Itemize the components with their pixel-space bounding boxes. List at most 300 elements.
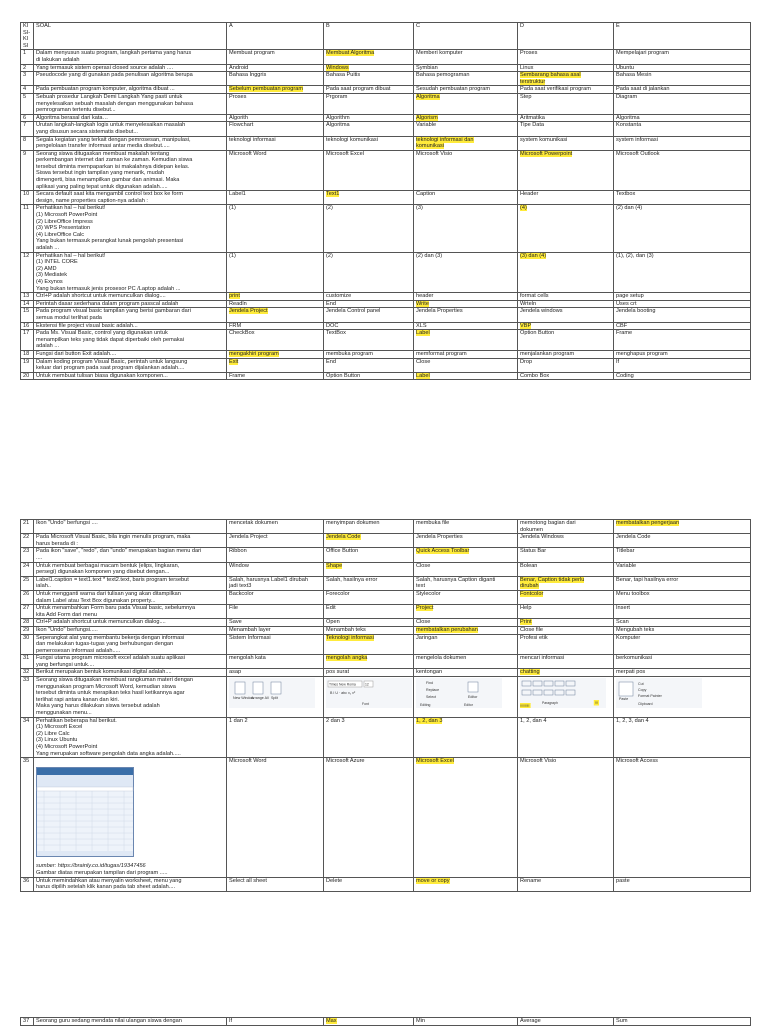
option-e [614, 330, 751, 351]
option-b [324, 205, 414, 252]
option-text: Select all sheet [229, 877, 267, 884]
option-d [518, 562, 614, 576]
question-row [21, 758, 751, 877]
question-text: Ctrl+P adalah shortcut untuk memunculkan dialog.... [34, 619, 227, 627]
question-number: 14 [21, 300, 34, 308]
question-text: Seorang siswa ditugaskan membuat makalah tentang perkembangan internet dari zaman ke zaman. Kemudian siswa tersebut diminta mempaparkan isi makalahnya didepan kelas. Siswa tersebut ingin tampilan yang menarik, mudah dimengerti, bisa menampilkan gambar dan animasi. Maka aplikasi yang paling tepat untuk digunakan adalah..... [34, 150, 227, 191]
answer-key-highlight: Sembarang bahasa asal terstruktur [520, 72, 581, 85]
option-b [324, 758, 414, 877]
option-text: paste [616, 877, 630, 884]
option-text: Microsoft Azure [326, 758, 365, 765]
option-d [518, 114, 614, 122]
option-c [414, 520, 518, 534]
option-text: XLS [416, 322, 427, 329]
option-text: FRM [229, 322, 242, 329]
ribbon-screenshot-option-d [520, 678, 606, 708]
option-text: Help [520, 605, 532, 612]
question-number: 23 [21, 548, 34, 562]
option-c [414, 205, 518, 252]
option-a [227, 64, 324, 72]
option-b [324, 669, 414, 677]
option-text: teknologi informasi [229, 136, 276, 143]
question-text: Segala kegiatan yang terkait dengan pemrosesan, manipulasi, pengelolaan transfer informasi antar media disebut..... [34, 136, 227, 150]
question-text: Dalam koding program Visual Basic, perintah untuk langsung keluar dari program pada saat program dijalankan adalah.... [34, 358, 227, 372]
option-c [414, 669, 518, 677]
header-soal: SOAL [34, 23, 227, 50]
question-row [21, 64, 751, 72]
question-text: Seorang siswa ditugaskan membuat rangkuman materi dengan menggunakan program Microsoft Word, kemudian siswa tersebut diminta untuk merapikan teks hasil ketikannya agar terlihat rapi antara kanan dan kiri. Maka yang harus dilakukan siswa tersebut adalah menggunakan menu... [34, 677, 227, 718]
question-row [21, 136, 751, 150]
option-c [414, 758, 518, 877]
option-a [227, 122, 324, 136]
question-text: Sebuah prosedur Langkah Demi Langkah Yang pasti untuk menyelesaikan sebuah masalah dengan menggunakan bahasa pemrograman tertentu disebut... [34, 93, 227, 114]
option-text: Ribbon [229, 548, 247, 555]
option-text: membuka program [326, 350, 373, 357]
option-c [414, 634, 518, 655]
option-a [227, 308, 324, 322]
answer-key-highlight: Microsoft Powerpoint [520, 150, 573, 157]
option-b [324, 626, 414, 634]
option-text: membuka file [416, 520, 450, 526]
option-text: Step [520, 93, 532, 100]
option-text: Pada saat di jalankan [616, 86, 670, 93]
option-a [227, 72, 324, 86]
option-text: Memberi komputer [416, 50, 463, 57]
question-number: 1 [21, 50, 34, 64]
ribbon-shape [468, 682, 478, 692]
question-row [21, 372, 751, 380]
option-b [324, 136, 414, 150]
option-c [414, 877, 518, 891]
format-buttons: B I U · abc x₂ x² [330, 691, 356, 696]
question-text: Pada program visual basic tampilan yang berisi gambaran dari semua modul terlihat pada [34, 308, 227, 322]
option-b [324, 372, 414, 380]
find-label: Find [426, 681, 433, 686]
option-text: Membuat program [229, 50, 275, 57]
question-row [21, 590, 751, 604]
option-e [614, 205, 751, 252]
header-kisi: KISI- KISI [21, 23, 34, 50]
answer-key-highlight: Microsoft Excel [416, 758, 454, 765]
option-e [614, 358, 751, 372]
option-d [518, 877, 614, 891]
ribbon-shape [271, 682, 281, 694]
option-text: CBF [616, 322, 628, 329]
option-b [324, 634, 414, 655]
option-text: Jendela windows [520, 308, 563, 315]
question-row [21, 150, 751, 191]
answer-key-highlight: Quick Access Toolbar [416, 548, 470, 555]
option-e [614, 619, 751, 627]
question-row [21, 520, 751, 534]
option-e [614, 520, 751, 534]
option-text: Algoritma [326, 122, 350, 129]
option-d [518, 150, 614, 191]
question-row [21, 655, 751, 669]
option-d [518, 548, 614, 562]
option-text: Bahasa Mesin [616, 72, 652, 79]
question-row [21, 634, 751, 655]
answer-key-highlight: (3) dan (4) [520, 252, 547, 259]
question-text: Urutan langkah-langkah logis untuk menyelesaikan masalah yang disusun secara sistematis disebut... [34, 122, 227, 136]
answer-key-highlight: (4) [520, 205, 527, 212]
option-d [518, 136, 614, 150]
option-text: page setup [616, 293, 644, 300]
option-e [614, 93, 751, 114]
option-c [414, 330, 518, 351]
option-c [414, 358, 518, 372]
option-e [614, 677, 751, 718]
option-text: Algoritma [616, 114, 640, 121]
arrange-all-label: Arrange All [251, 696, 269, 701]
option-text: memotong bagian dari dokumen [520, 520, 576, 533]
option-text: Variable [416, 122, 437, 129]
option-text: Bolean [520, 562, 538, 569]
question-number: 34 [21, 717, 34, 758]
option-text: Option Button [326, 372, 361, 379]
question-text: Perintah dasar sederhana dalam program passcal adalah [34, 300, 227, 308]
option-text: Readln [229, 300, 247, 307]
option-c [414, 655, 518, 669]
new-window-label: New Window [233, 696, 254, 701]
ribbon-shape [619, 682, 633, 696]
option-e [614, 634, 751, 655]
option-text: asap [229, 669, 242, 676]
option-c [414, 350, 518, 358]
ribbon-shape [253, 682, 263, 694]
option-b [324, 293, 414, 301]
question-number: 13 [21, 293, 34, 301]
option-c [414, 150, 518, 191]
option-a [227, 358, 324, 372]
option-text: File [229, 605, 239, 612]
question-number: 24 [21, 562, 34, 576]
option-d [518, 322, 614, 330]
option-text: Menu toolbox [616, 590, 650, 597]
option-text: Wrteln [520, 300, 537, 307]
option-a [227, 252, 324, 293]
option-c [414, 114, 518, 122]
answer-key-highlight: Teknologi informasi [326, 634, 374, 641]
answer-key-highlight: VBP [520, 322, 532, 329]
option-text: Android [229, 64, 249, 71]
option-b [324, 150, 414, 191]
option-b [324, 308, 414, 322]
option-d [518, 655, 614, 669]
option-text: Textbox [616, 191, 636, 198]
option-text: CheckBox [229, 330, 255, 337]
question-text: Perhatikan hal – hal berikut! (1) INTEL CORE (2) AMD (3) Mediatek (4) Exynos Yang bukan termasuk jenis prosesor PC /Laptop adalah ... [34, 252, 227, 293]
option-text: Jaringan [416, 634, 438, 641]
question-row [21, 350, 751, 358]
option-c [414, 717, 518, 758]
option-a [227, 50, 324, 64]
question-text: Ctrl+P adalah shortcut untuk memunculkan dialog.... [34, 293, 227, 301]
answer-key-highlight: Write [416, 300, 429, 307]
option-a [227, 877, 324, 891]
option-text: teknologi komunikasi [326, 136, 378, 143]
option-text: Microsoft Word [229, 150, 267, 157]
option-b [324, 534, 414, 548]
question-number: 15 [21, 308, 34, 322]
option-c [414, 86, 518, 94]
option-b [324, 590, 414, 604]
option-c [414, 548, 518, 562]
replace-label: Replace [426, 688, 440, 693]
option-text: If [616, 358, 620, 365]
option-text: Menambah layer [229, 626, 271, 633]
header-option-b: B [324, 23, 414, 50]
question-number: 27 [21, 605, 34, 619]
question-row [21, 605, 751, 619]
question-row [21, 252, 751, 293]
question-row [21, 191, 751, 205]
question-text: Pseudocode yang di gunakan pada penulisan algoritma berupa [34, 72, 227, 86]
editing-group-label: Editing [420, 703, 431, 708]
option-e [614, 877, 751, 891]
option-text: Konstanta [616, 122, 642, 129]
cut-label: Cut [638, 682, 644, 687]
answer-key-highlight: membatalkan perubahan [416, 626, 478, 633]
option-c [414, 534, 518, 548]
option-e [614, 576, 751, 590]
option-text: Caption [416, 191, 436, 198]
option-text: Algorithm [326, 114, 350, 121]
option-e [614, 350, 751, 358]
option-a [227, 548, 324, 562]
option-d [518, 330, 614, 351]
option-text: (1), (2), dan (3) [616, 252, 654, 259]
paragraph-group-label: Paragraph [542, 701, 558, 706]
option-b [324, 717, 414, 758]
option-text: Profesi etik [520, 634, 548, 641]
option-a [227, 520, 324, 534]
option-text: Jendela Properties [416, 534, 463, 541]
option-text: (2) dan (4) [616, 205, 643, 212]
option-text: mencetak dokumen [229, 520, 278, 526]
question-text [34, 758, 227, 877]
question-text: Perhatikan hal – hal berikut! (1) Microsoft PowerPoint (2) LibreOffice Impress (3) WPS Presentation (4) LibreOffice Calc Yang bukan termasuk perangkat lunak pengolah presentasi adalah ... [34, 205, 227, 252]
option-e [614, 717, 751, 758]
option-text: merpati pos [616, 669, 646, 676]
option-a [227, 293, 324, 301]
option-a [227, 758, 324, 877]
option-e [614, 655, 751, 669]
question-number: 2 [21, 64, 34, 72]
question-number: 33 [21, 677, 34, 718]
option-a [227, 150, 324, 191]
option-a [227, 191, 324, 205]
option-text: Menambah teks [326, 626, 366, 633]
option-b [324, 50, 414, 64]
option-text: Backcolor [229, 590, 254, 597]
option-text: Microsoft Visio [520, 758, 557, 765]
option-text: Flowchart [229, 122, 254, 129]
answer-key-highlight: Max [326, 1018, 337, 1024]
option-a [227, 322, 324, 330]
answer-key-highlight: print [229, 293, 240, 300]
option-text: customize [326, 293, 352, 300]
option-a [227, 534, 324, 548]
option-text: Symbian [416, 64, 438, 71]
question-text: Untuk membuat berbagai macam bentuk (elips, lingkaran, persegi) digunakan komponen yang disebut dengan... [34, 562, 227, 576]
option-text: (2) dan (3) [416, 252, 443, 259]
option-text: If [229, 1018, 233, 1024]
option-b [324, 605, 414, 619]
option-c [414, 293, 518, 301]
option-b [324, 122, 414, 136]
option-text: Pada saat program dibuat [326, 86, 391, 93]
option-text: Sistem Informasi [229, 634, 271, 641]
option-text: mengolah kata [229, 655, 266, 662]
question-row [21, 308, 751, 322]
question-text: Untuk mengganti warna dari tulisan yang akan ditampilkan dalam Label atau Text Box digunakan property... [34, 590, 227, 604]
option-a [227, 655, 324, 669]
option-e [614, 605, 751, 619]
option-c [414, 191, 518, 205]
option-text: Close [416, 562, 431, 569]
option-text: Jendela Control panel [326, 308, 381, 315]
option-text: Close [416, 358, 431, 365]
option-text: Frame [229, 372, 246, 379]
option-text: Jendela Code [616, 534, 651, 541]
format-painter-label: Format Painter [638, 694, 662, 699]
question-number: 35 [21, 758, 34, 877]
image-source: sumber: https://brainly.co.id/tugas/19347456 [36, 863, 146, 870]
option-b [324, 877, 414, 891]
font-size-box: 12 [365, 682, 369, 687]
header-option-c: C [414, 23, 518, 50]
option-text: End [326, 358, 336, 365]
option-c [414, 322, 518, 330]
question-text: Seorang guru sedang mendata nilai ulangan siswa dengan [34, 1018, 227, 1026]
option-c [414, 122, 518, 136]
question-text: Untuk menambahkan Form baru pada Visual basic, sebelumnya kita Add Form dari menu [34, 605, 227, 619]
option-text: DOC [326, 322, 339, 329]
question-row [21, 72, 751, 86]
question-number: 19 [21, 358, 34, 372]
option-a [227, 114, 324, 122]
question-text: Untuk membuat tulisan biasa digunakan komponen... [34, 372, 227, 380]
option-text: mencari informasi [520, 655, 565, 662]
question-text: Pada ikon "save", "redo", dan "undo" merupakan bagian menu dari .... [34, 548, 227, 562]
editor-group-label: Editor [464, 703, 473, 708]
option-text: Diagram [616, 93, 638, 100]
option-text: Label1 [229, 191, 246, 198]
question-number: 17 [21, 330, 34, 351]
ribbon-screenshot-option-b [326, 678, 412, 708]
option-text: Benar, tapi hasilnya error [616, 576, 679, 583]
option-c [414, 136, 518, 150]
option-b [324, 548, 414, 562]
copy-label: Copy [638, 688, 647, 693]
option-e [614, 64, 751, 72]
answer-key-highlight: move or copy [416, 877, 450, 884]
question-number: 28 [21, 619, 34, 627]
question-number: 9 [21, 150, 34, 191]
option-d [518, 576, 614, 590]
option-e [614, 50, 751, 64]
answer-key-highlight: teknologi informasi dan komunikasi [416, 136, 474, 150]
option-text: 1 dan 2 [229, 717, 248, 724]
option-text: Sum [616, 1018, 628, 1024]
option-text: kentongan [416, 669, 443, 676]
answer-key-highlight: Algorism [416, 114, 438, 121]
option-c [414, 72, 518, 86]
answer-key-highlight: Label [416, 330, 430, 337]
highlight-marks: !!!!!!!!!! [520, 704, 530, 709]
question-row [21, 534, 751, 548]
answer-key-highlight: Shape [326, 562, 343, 569]
option-b [324, 64, 414, 72]
question-text: Dalam menyusun suatu program, langkah pertama yang harus di lakukan adalah [34, 50, 227, 64]
option-b [324, 677, 414, 718]
option-text: Aritmatika [520, 114, 545, 121]
option-text: Coding [616, 372, 634, 379]
question-row [21, 548, 751, 562]
option-b [324, 191, 414, 205]
question-number: 21 [21, 520, 34, 534]
question-table-3 [20, 1017, 751, 1026]
option-d [518, 191, 614, 205]
option-text: Jendela booting [616, 308, 656, 315]
option-b [324, 86, 414, 94]
option-text: Salah, harusnya Caption diganti text [416, 576, 496, 590]
editor-label: Editor [468, 695, 478, 700]
option-text: menyimpan dokumen [326, 520, 380, 526]
option-text: TextBox [326, 330, 346, 337]
option-b [324, 358, 414, 372]
option-text: Bahasa Puitis [326, 72, 361, 79]
option-e [614, 626, 751, 634]
question-row [21, 122, 751, 136]
option-d [518, 86, 614, 94]
option-text: Bahasa Inggris [229, 72, 267, 79]
option-e [614, 669, 751, 677]
option-c [414, 93, 518, 114]
answer-key-highlight: Project [416, 605, 434, 612]
option-e [614, 191, 751, 205]
option-d [518, 64, 614, 72]
question-text: Perhatikan beberapa hal berikut. (1) Microsoft Excel (2) Libre Calc (3) Linux Ubuntu (4) Microsoft PowerPoint Yang merupakan software pengolah data angka adalah..... [34, 717, 227, 758]
option-d [518, 372, 614, 380]
question-number: 11 [21, 205, 34, 252]
option-text: Microsoft Visio [416, 150, 453, 157]
question-text: Ikon "Undo" berfungsi .... [34, 520, 227, 534]
highlight-marks: !!! [595, 701, 598, 706]
option-e [614, 548, 751, 562]
answer-key-highlight: Jendela Code [326, 534, 361, 541]
answer-key-highlight: mengakhiri program [229, 350, 279, 357]
question-text: Untuk memindahkan atau menyalin worksheet, menu yang harus dipilih setelah klik kanan pada tab sheet adalah.... [34, 877, 227, 891]
option-a [227, 350, 324, 358]
option-d [518, 626, 614, 634]
question-row [21, 562, 751, 576]
question-text: Seperangkat alat yang membantu bekerja dengan informasi dan melakukan tugas-tugas yang berhubungan dengan pemerosesan informasi adalah..... [34, 634, 227, 655]
answer-key-highlight: Membuat Algoritma [326, 50, 375, 57]
option-text: Open [326, 619, 340, 626]
option-text: menghapus program [616, 350, 668, 357]
option-text: Frame [616, 330, 633, 337]
option-b [324, 520, 414, 534]
option-text: Header [520, 191, 539, 198]
question-number: 29 [21, 626, 34, 634]
option-text: Min [416, 1018, 426, 1024]
option-b [324, 72, 414, 86]
option-e [614, 300, 751, 308]
option-a [227, 619, 324, 627]
option-text: system komunikasi [520, 136, 568, 143]
